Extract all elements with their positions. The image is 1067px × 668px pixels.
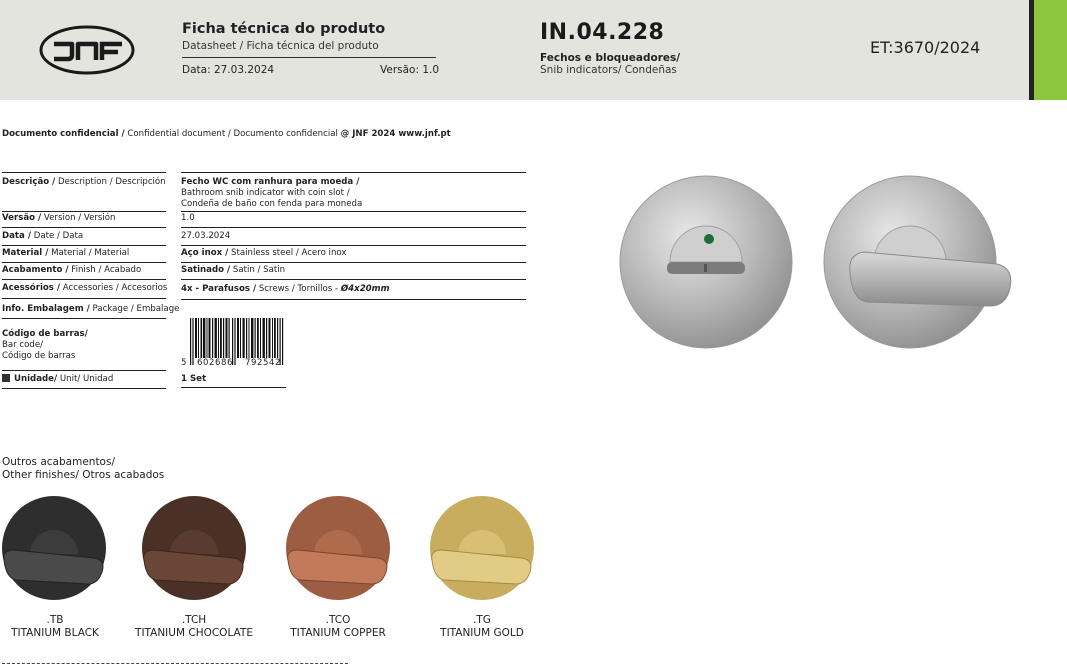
label-rule: [2, 262, 166, 263]
product-reference: IN.04.228: [540, 20, 665, 45]
description-label: Descrição / Description / Descripción: [2, 177, 166, 187]
finish-code-tg: .TG: [473, 614, 491, 626]
product-image: [612, 172, 1022, 352]
document-version: Versão: 1.0: [380, 64, 440, 76]
barcode-digits-left: 602686: [197, 358, 234, 368]
value-rule: [181, 211, 526, 212]
finish-swatch-tch: [140, 496, 250, 606]
description-value: Fecho WC com ranhura para moeda / Bathroom snib indicator with coin slot / Condeña de baño con fenda para moneda: [181, 177, 363, 209]
label-rule: [2, 245, 166, 246]
finish-label: Acabamento / Finish / Acabado: [2, 265, 142, 275]
value-rule: [181, 279, 526, 280]
title-divider: [182, 57, 436, 58]
accessories-value: 4x - Parafusos / Screws / Tornillos - Ø4x20mm: [181, 284, 390, 294]
version-value: 1.0: [181, 213, 195, 223]
footer-dashed-line: [2, 663, 348, 664]
finish-name-tco: TITANIUM COPPER: [290, 627, 386, 639]
box-icon: [2, 374, 10, 382]
barcode-label: Código de barras/ Bar code/ Código de barras: [2, 329, 88, 361]
label-rule: [2, 227, 166, 228]
label-rule: [2, 172, 166, 173]
material-label: Material / Material / Material: [2, 248, 130, 258]
package-label: Info. Embalagem / Package / Embalage: [2, 304, 180, 314]
finish-name-tb: TITANIUM BLACK: [11, 627, 99, 639]
barcode-digits-right: 792542: [245, 358, 282, 368]
finish-swatch-tg: [428, 496, 538, 606]
value-rule: [181, 262, 526, 263]
finish-code-tch: .TCH: [181, 614, 207, 626]
unit-label: Unidade/ Unit/ Unidad: [2, 374, 113, 384]
label-rule: [2, 370, 166, 371]
value-rule: [181, 227, 526, 228]
value-rule: [181, 387, 286, 388]
version-label: Versão / Version / Versión: [2, 213, 116, 223]
label-rule: [2, 211, 166, 212]
page-title: Ficha técnica do produto: [182, 21, 386, 37]
page-subtitle: Datasheet / Ficha técnica del produto: [182, 40, 379, 52]
finish-swatch-tco: [284, 496, 394, 606]
value-rule: [181, 245, 526, 246]
material-value: Aço inox / Stainless steel / Acero inox: [181, 248, 347, 258]
label-rule: [2, 298, 166, 299]
finish-code-tco: .TCO: [325, 614, 351, 626]
value-rule: [181, 172, 526, 173]
finish-name-tch: TITANIUM CHOCOLATE: [135, 627, 253, 639]
finish-code-tb: .TB: [46, 614, 64, 626]
value-rule: [181, 299, 526, 300]
header-accent-green: [1034, 0, 1067, 100]
other-finishes-subtitle: Other finishes/ Otros acabados: [2, 469, 165, 481]
jnf-logo: [38, 24, 136, 76]
label-rule: [2, 318, 166, 319]
label-rule: [2, 388, 166, 389]
date-value: 27.03.2024: [181, 231, 231, 241]
date-label: Data / Date / Data: [2, 231, 84, 241]
finish-value: Satinado / Satin / Satin: [181, 265, 286, 275]
unit-value: 1 Set: [181, 374, 207, 384]
accessories-label: Acessórios / Accessories / Accesorios: [2, 283, 168, 293]
finish-name-tg: TITANIUM GOLD: [440, 627, 524, 639]
product-family-pt: Fechos e bloqueadores/: [540, 52, 681, 64]
barcode-digit-first: 5: [181, 358, 187, 368]
document-date: Data: 27.03.2024: [182, 64, 275, 76]
finish-swatch-tb: [0, 496, 110, 606]
other-finishes-title: Outros acabamentos/: [2, 456, 115, 468]
product-family-en-es: Snib indicators/ Condeñas: [540, 64, 677, 76]
et-code: ET:3670/2024: [870, 38, 981, 57]
confidential-notice: Documento confidencial / Confidential document / Documento confidencial @ JNF 2024 www.jnf.pt: [2, 129, 451, 139]
label-rule: [2, 279, 166, 280]
